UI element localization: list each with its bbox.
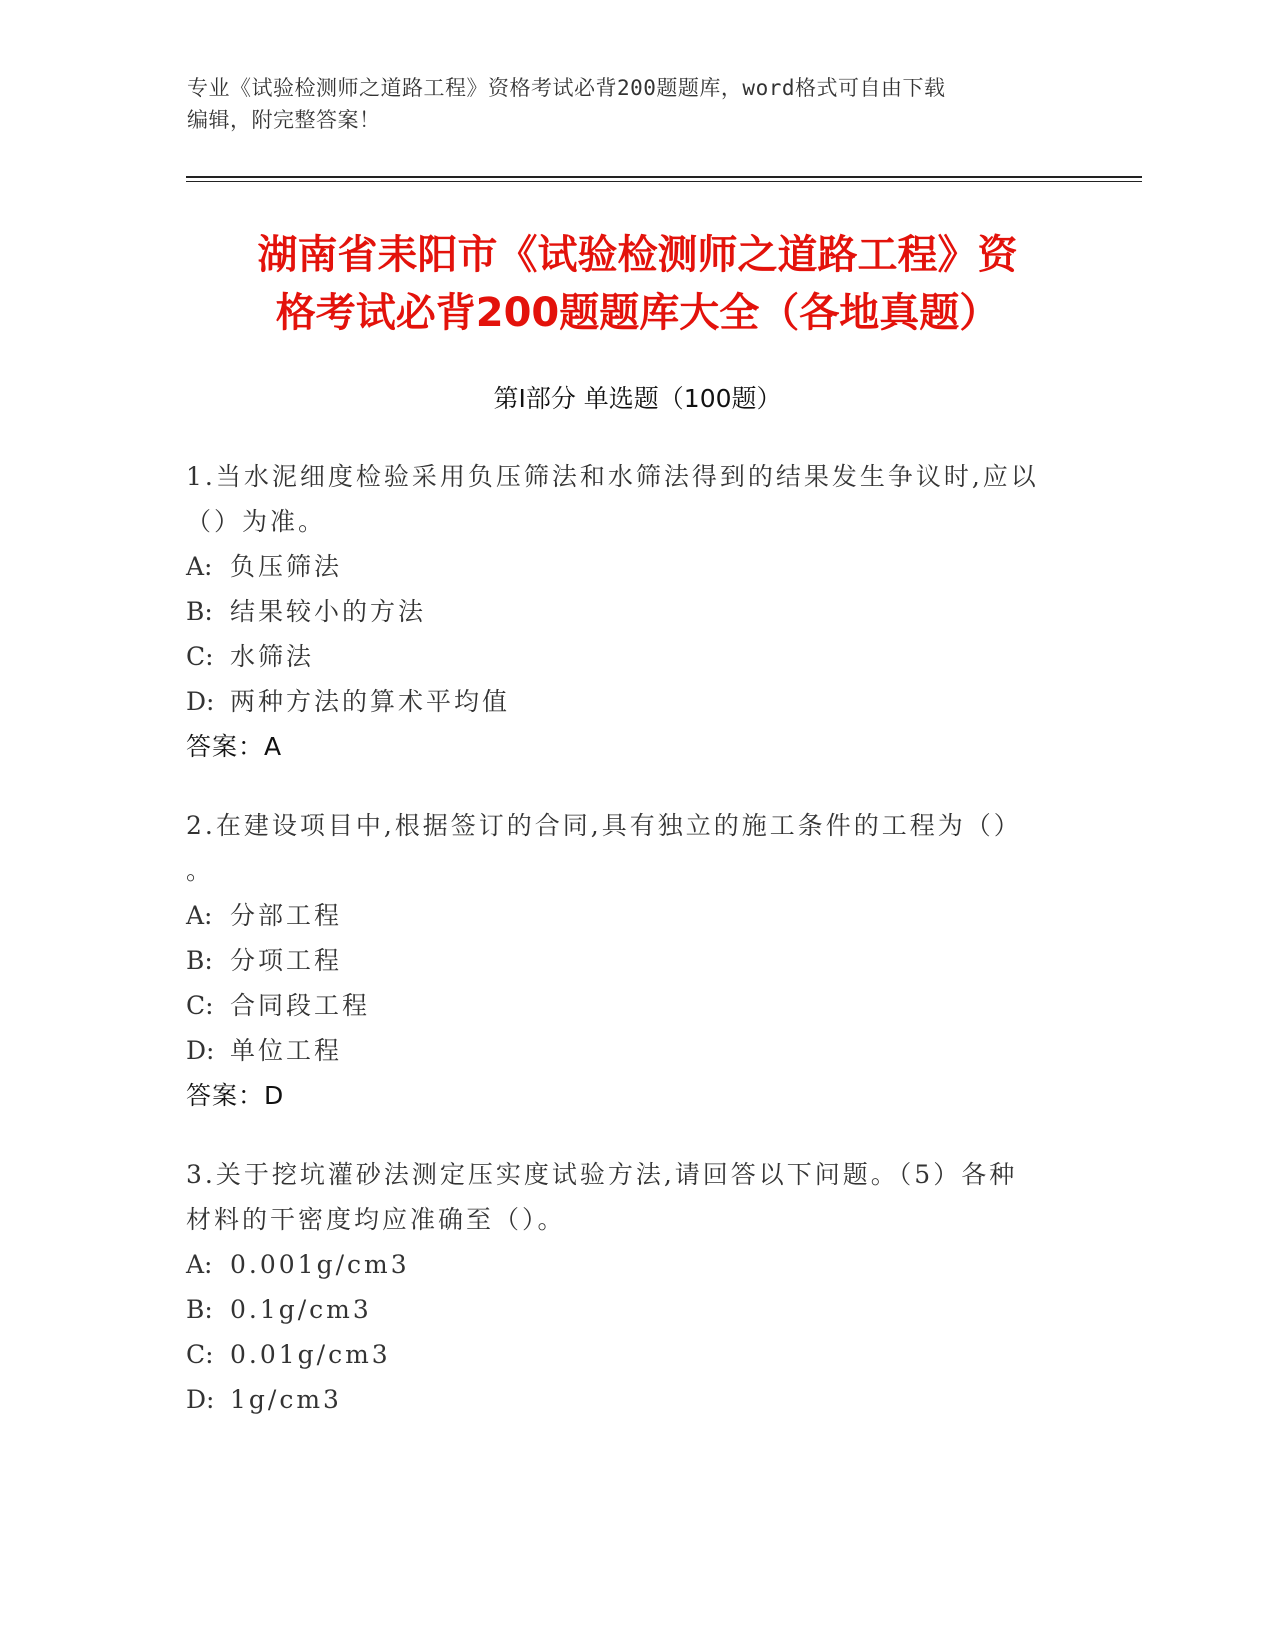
option-text: 分部工程 — [230, 901, 343, 930]
header-divider-thick — [186, 176, 1142, 178]
option-key: B: — [186, 1295, 213, 1324]
question-stem-line2: 。 — [186, 856, 215, 885]
section-title: 第Ⅰ部分 单选题（100题） — [493, 384, 782, 413]
question-stem — [186, 454, 1086, 544]
answer-line — [186, 724, 1086, 769]
option-c — [186, 634, 1086, 679]
option-key: C: — [186, 1340, 214, 1369]
option-text: 0.001g/cm3 — [230, 1250, 410, 1279]
question-stem — [186, 803, 1086, 893]
option-text: 单位工程 — [230, 1036, 343, 1065]
option-d — [186, 1028, 1086, 1073]
option-text: 0.1g/cm3 — [230, 1295, 372, 1324]
header-note-line2: 编辑，附完整答案！ — [187, 108, 381, 132]
question-1 — [186, 454, 1086, 769]
answer-line — [186, 1073, 1086, 1118]
option-a — [186, 1242, 1086, 1287]
header-note-line1: 专业《试验检测师之道路工程》资格考试必背200题题库，word格式可自由下载 — [187, 76, 946, 100]
document-title-line2: 格考试必背200题题库大全（各地真题） — [275, 290, 1000, 336]
option-text: 1g/cm3 — [230, 1385, 342, 1414]
question-stem-line1: 3.关于挖坑灌砂法测定压实度试验方法,请回答以下问题。（5）各种 — [186, 1160, 1018, 1189]
option-key: A: — [186, 1250, 213, 1279]
option-text: 合同段工程 — [230, 991, 371, 1020]
option-key: C: — [186, 642, 214, 671]
answer-label: 答案： — [186, 732, 265, 761]
answer-value: A — [264, 732, 282, 761]
question-stem — [186, 1152, 1086, 1242]
option-key: B: — [186, 597, 213, 626]
option-key: C: — [186, 991, 214, 1020]
header-note — [187, 72, 1087, 136]
option-key: A: — [186, 901, 213, 930]
option-key: A: — [186, 552, 213, 581]
option-key: D: — [186, 687, 215, 716]
question-3 — [186, 1152, 1086, 1422]
option-d — [186, 1377, 1086, 1422]
option-text: 分项工程 — [230, 946, 343, 975]
option-text: 水筛法 — [230, 642, 315, 671]
option-key: D: — [186, 1036, 215, 1065]
option-text: 0.01g/cm3 — [230, 1340, 391, 1369]
question-stem-line1: 1.当水泥细度检验采用负压筛法和水筛法得到的结果发生争议时,应以 — [186, 462, 1039, 491]
option-text: 两种方法的算术平均值 — [230, 687, 511, 716]
question-2 — [186, 803, 1086, 1118]
answer-value: D — [264, 1081, 284, 1110]
option-text: 结果较小的方法 — [230, 597, 427, 626]
answer-label: 答案： — [186, 1081, 265, 1110]
option-b — [186, 938, 1086, 983]
option-key: D: — [186, 1385, 215, 1414]
document-title-line1: 湖南省耒阳市《试验检测师之道路工程》资 — [257, 232, 1018, 278]
document-title — [150, 226, 1125, 342]
option-d — [186, 679, 1086, 724]
option-b — [186, 1287, 1086, 1332]
option-c — [186, 1332, 1086, 1377]
option-text: 负压筛法 — [230, 552, 343, 581]
option-c — [186, 983, 1086, 1028]
question-stem-line1: 2.在建设项目中,根据签订的合同,具有独立的施工条件的工程为（） — [186, 811, 1022, 840]
option-a — [186, 893, 1086, 938]
option-a — [186, 544, 1086, 589]
header-divider-thin — [186, 181, 1142, 182]
option-key: B: — [186, 946, 213, 975]
option-b — [186, 589, 1086, 634]
question-stem-line2: （）为准。 — [186, 507, 327, 536]
question-stem-line2: 材料的干密度均应准确至（）。 — [186, 1205, 566, 1234]
